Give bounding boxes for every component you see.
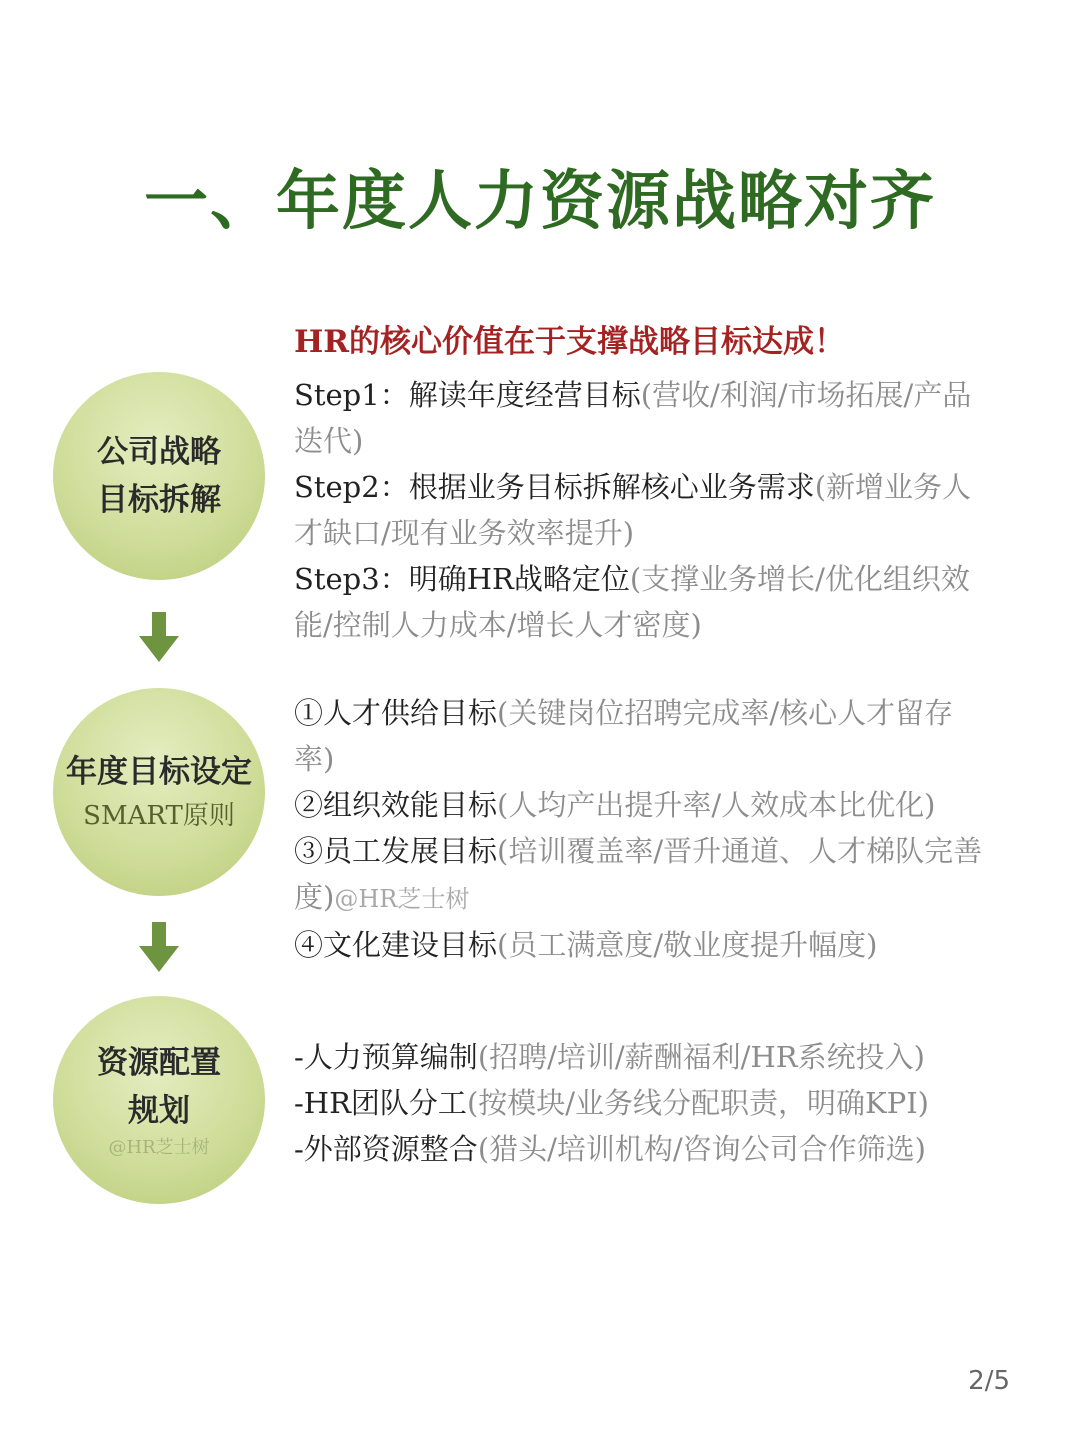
list-item: [294, 690, 984, 782]
item-main: -HR团队分工: [294, 1086, 467, 1120]
item-main: -外部资源整合: [294, 1132, 478, 1166]
item-main: -人力预算编制: [294, 1040, 478, 1074]
slogan: HR的核心价值在于支撑战略目标达成！: [294, 324, 846, 360]
circle-label-line: 规划: [128, 1093, 190, 1129]
circle-label-line: 公司战略: [97, 434, 221, 470]
item-detail: (培训覆盖率/晋升通道、人才梯队完善度): [294, 834, 983, 914]
item-detail: (员工满意度/敬业度提升幅度): [497, 928, 878, 962]
circle-label-line: 资源配置: [97, 1045, 221, 1081]
step-circle-goal-setting: [53, 688, 265, 896]
step-3-content: [294, 1034, 984, 1172]
list-item: [294, 1034, 984, 1080]
step-circle-resources: [53, 996, 265, 1204]
circle-label-line: 年度目标设定: [66, 754, 252, 790]
watermark: @HR芝士树: [108, 1137, 210, 1158]
list-item: [294, 372, 984, 464]
page-indicator: 2/5: [968, 1366, 1010, 1396]
watermark: @HR芝士树: [334, 885, 470, 913]
page-title: 一、年度人力资源战略对齐: [144, 165, 936, 239]
item-main: ③员工发展目标: [294, 834, 498, 868]
item-main: ①人才供给目标: [294, 696, 498, 730]
item-detail: (招聘/培训/薪酬福利/HR系统投入): [477, 1040, 925, 1074]
item-main: ②组织效能目标: [294, 788, 498, 822]
list-item: [294, 1126, 984, 1172]
list-item: [294, 782, 984, 828]
list-item: [294, 1080, 984, 1126]
arrow-down-icon: [139, 922, 179, 972]
arrow-down-icon: [139, 612, 179, 662]
item-detail: (人均产出提升率/人效成本比优化): [497, 788, 936, 822]
circle-label-line: 目标拆解: [97, 482, 221, 518]
item-main: ④文化建设目标: [294, 928, 498, 962]
item-main: Step3：明确HR战略定位: [294, 562, 630, 596]
item-detail: (新增业务人才缺口/现有业务效率提升): [294, 470, 972, 550]
circle-sublabel: SMART原则: [83, 801, 235, 831]
step-circle-strategy: [53, 372, 265, 580]
item-main: Step2：根据业务目标拆解核心业务需求: [294, 470, 815, 504]
step-2-content: [294, 690, 984, 968]
list-item: [294, 922, 984, 968]
item-main: Step1：解读年度经营目标: [294, 378, 641, 412]
item-detail: (按模块/业务线分配职责，明确KPI): [466, 1086, 929, 1120]
item-detail: (支撑业务增长/优化组织效能/控制人力成本/增长人才密度): [294, 562, 970, 642]
step-1-content: [294, 372, 984, 648]
item-detail: (营收/利润/市场拓展/产品迭代): [294, 378, 972, 458]
list-item: [294, 464, 984, 556]
list-item: [294, 556, 984, 648]
item-detail: (猎头/培训机构/咨询公司合作筛选): [477, 1132, 926, 1166]
list-item: [294, 828, 984, 922]
item-detail: (关键岗位招聘完成率/核心人才留存率): [294, 696, 954, 776]
